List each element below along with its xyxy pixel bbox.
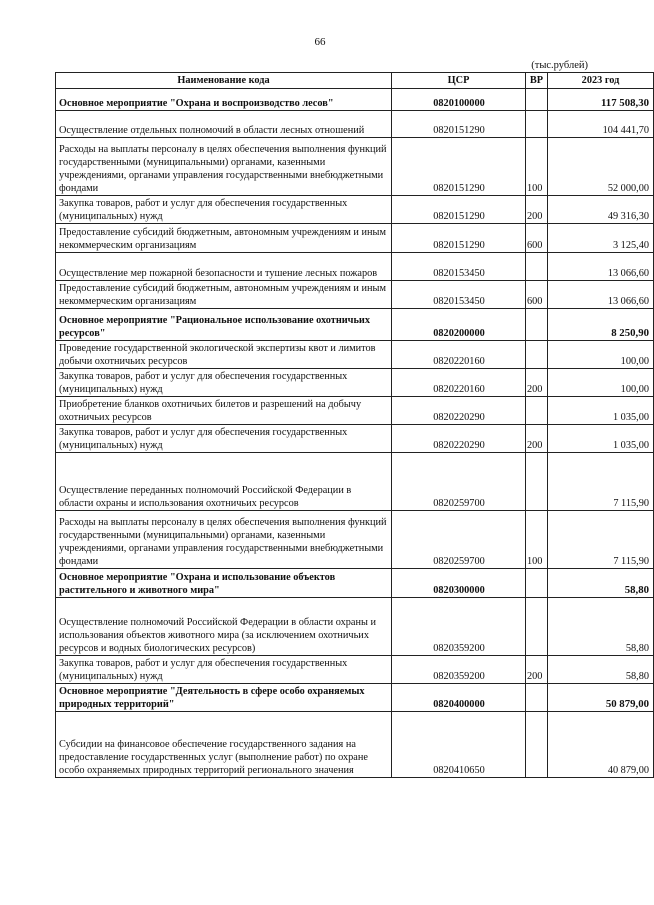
table-row xyxy=(56,712,654,778)
cell-vr: 200 xyxy=(526,425,548,453)
cell-sum: 100,00 xyxy=(548,369,654,397)
cell-csr: 0820259700 xyxy=(392,453,526,511)
cell-sum: 117 508,30 xyxy=(548,89,654,111)
cell-name: Основное мероприятие "Рациональное использование охотничьих ресурсов" xyxy=(56,309,392,341)
cell-sum: 50 879,00 xyxy=(548,684,654,712)
cell-sum: 58,80 xyxy=(548,569,654,598)
cell-sum: 58,80 xyxy=(548,656,654,684)
cell-csr: 0820400000 xyxy=(392,684,526,712)
table-row xyxy=(56,453,654,511)
table-row-main xyxy=(56,309,654,341)
table-row xyxy=(56,196,654,224)
cell-vr: 100 xyxy=(526,138,548,196)
cell-csr: 0820220290 xyxy=(392,425,526,453)
cell-csr: 0820220160 xyxy=(392,369,526,397)
units-label: (тыс.рублей) xyxy=(531,60,588,71)
cell-csr: 0820200000 xyxy=(392,309,526,341)
cell-csr: 0820153450 xyxy=(392,281,526,309)
cell-csr: 0820151290 xyxy=(392,138,526,196)
table-body xyxy=(56,89,654,778)
cell-sum: 13 066,60 xyxy=(548,281,654,309)
cell-vr xyxy=(526,89,548,111)
header-vr: ВР xyxy=(526,73,548,89)
table-row xyxy=(56,425,654,453)
cell-name: Предоставление субсидий бюджетным, автономным учреждениям и иным некоммерческим организациям xyxy=(56,224,392,253)
table-header-row xyxy=(56,73,654,89)
cell-sum: 49 316,30 xyxy=(548,196,654,224)
cell-vr xyxy=(526,569,548,598)
cell-name: Расходы на выплаты персоналу в целях обеспечения выполнения функций государственными (муниципальными) органами, казенными учреждениями, органами управления государственными внебюджетными фондами xyxy=(56,511,392,569)
cell-sum: 40 879,00 xyxy=(548,712,654,778)
cell-name: Осуществление мер пожарной безопасности и тушение лесных пожаров xyxy=(56,253,392,281)
table-row xyxy=(56,397,654,425)
table-row xyxy=(56,369,654,397)
cell-name: Субсидии на финансовое обеспечение государственного задания на предоставление государственных услуг (выполнение работ) по охране особо охраняемых природных территорий регионального значения xyxy=(56,712,392,778)
header-csr: ЦСР xyxy=(392,73,526,89)
cell-vr: 600 xyxy=(526,224,548,253)
header-name: Наименование кода xyxy=(56,73,392,89)
cell-name: Закупка товаров, работ и услуг для обеспечения государственных (муниципальных) нужд xyxy=(56,425,392,453)
cell-name: Основное мероприятие "Деятельность в сфере особо охраняемых природных территорий" xyxy=(56,684,392,712)
table-row xyxy=(56,281,654,309)
cell-vr: 200 xyxy=(526,196,548,224)
budget-table xyxy=(55,72,654,778)
cell-name: Закупка товаров, работ и услуг для обеспечения государственных (муниципальных) нужд xyxy=(56,369,392,397)
table-row xyxy=(56,253,654,281)
cell-vr xyxy=(526,309,548,341)
cell-name: Осуществление отдельных полномочий в области лесных отношений xyxy=(56,111,392,138)
cell-vr: 200 xyxy=(526,369,548,397)
table-row xyxy=(56,341,654,369)
table-row xyxy=(56,111,654,138)
table-row xyxy=(56,656,654,684)
cell-csr: 0820151290 xyxy=(392,196,526,224)
cell-vr: 600 xyxy=(526,281,548,309)
cell-csr: 0820151290 xyxy=(392,111,526,138)
table-row-main xyxy=(56,89,654,111)
cell-vr: 100 xyxy=(526,511,548,569)
cell-csr: 0820100000 xyxy=(392,89,526,111)
cell-sum: 104 441,70 xyxy=(548,111,654,138)
table-row-main xyxy=(56,569,654,598)
cell-vr xyxy=(526,598,548,656)
cell-sum: 1 035,00 xyxy=(548,425,654,453)
cell-sum: 52 000,00 xyxy=(548,138,654,196)
table-row xyxy=(56,598,654,656)
cell-name: Основное мероприятие "Охрана и воспроизводство лесов" xyxy=(56,89,392,111)
cell-vr xyxy=(526,453,548,511)
page-number: 66 xyxy=(314,36,326,48)
cell-name: Расходы на выплаты персоналу в целях обеспечения выполнения функций государственными (муниципальными) органами, казенными учреждениями, органами управления государственными внебюджетными фондами xyxy=(56,138,392,196)
cell-vr xyxy=(526,253,548,281)
cell-sum: 8 250,90 xyxy=(548,309,654,341)
table-row xyxy=(56,224,654,253)
cell-csr: 0820220290 xyxy=(392,397,526,425)
table-row xyxy=(56,511,654,569)
cell-vr xyxy=(526,397,548,425)
cell-vr xyxy=(526,341,548,369)
cell-csr: 0820220160 xyxy=(392,341,526,369)
cell-name: Приобретение бланков охотничьих билетов и разрешений на добычу охотничьих ресурсов xyxy=(56,397,392,425)
cell-name: Закупка товаров, работ и услуг для обеспечения государственных (муниципальных) нужд xyxy=(56,656,392,684)
cell-name: Осуществление полномочий Российской Федерации в области охраны и использования объектов животного мира (за исключением охотничьих ресурсов и водных биологических ресурсов) xyxy=(56,598,392,656)
cell-vr: 200 xyxy=(526,656,548,684)
cell-sum: 7 115,90 xyxy=(548,453,654,511)
cell-sum: 7 115,90 xyxy=(548,511,654,569)
cell-sum: 13 066,60 xyxy=(548,253,654,281)
cell-vr xyxy=(526,712,548,778)
cell-name: Предоставление субсидий бюджетным, автономным учреждениям и иным некоммерческим организациям xyxy=(56,281,392,309)
cell-csr: 0820300000 xyxy=(392,569,526,598)
cell-sum: 3 125,40 xyxy=(548,224,654,253)
cell-name: Осуществление переданных полномочий Российской Федерации в области охраны и использования охотничьих ресурсов xyxy=(56,453,392,511)
cell-csr: 0820359200 xyxy=(392,656,526,684)
cell-sum: 58,80 xyxy=(548,598,654,656)
cell-sum: 100,00 xyxy=(548,341,654,369)
cell-name: Проведение государственной экологической экспертизы квот и лимитов добычи охотничьих ресурсов xyxy=(56,341,392,369)
table-row-main xyxy=(56,684,654,712)
cell-name: Основное мероприятие "Охрана и использование объектов растительного и животного мира" xyxy=(56,569,392,598)
cell-vr xyxy=(526,684,548,712)
cell-name: Закупка товаров, работ и услуг для обеспечения государственных (муниципальных) нужд xyxy=(56,196,392,224)
cell-vr xyxy=(526,111,548,138)
cell-csr: 0820151290 xyxy=(392,224,526,253)
cell-csr: 0820259700 xyxy=(392,511,526,569)
table-row xyxy=(56,138,654,196)
header-year: 2023 год xyxy=(548,73,654,89)
cell-csr: 0820410650 xyxy=(392,712,526,778)
cell-csr: 0820153450 xyxy=(392,253,526,281)
cell-csr: 0820359200 xyxy=(392,598,526,656)
cell-sum: 1 035,00 xyxy=(548,397,654,425)
